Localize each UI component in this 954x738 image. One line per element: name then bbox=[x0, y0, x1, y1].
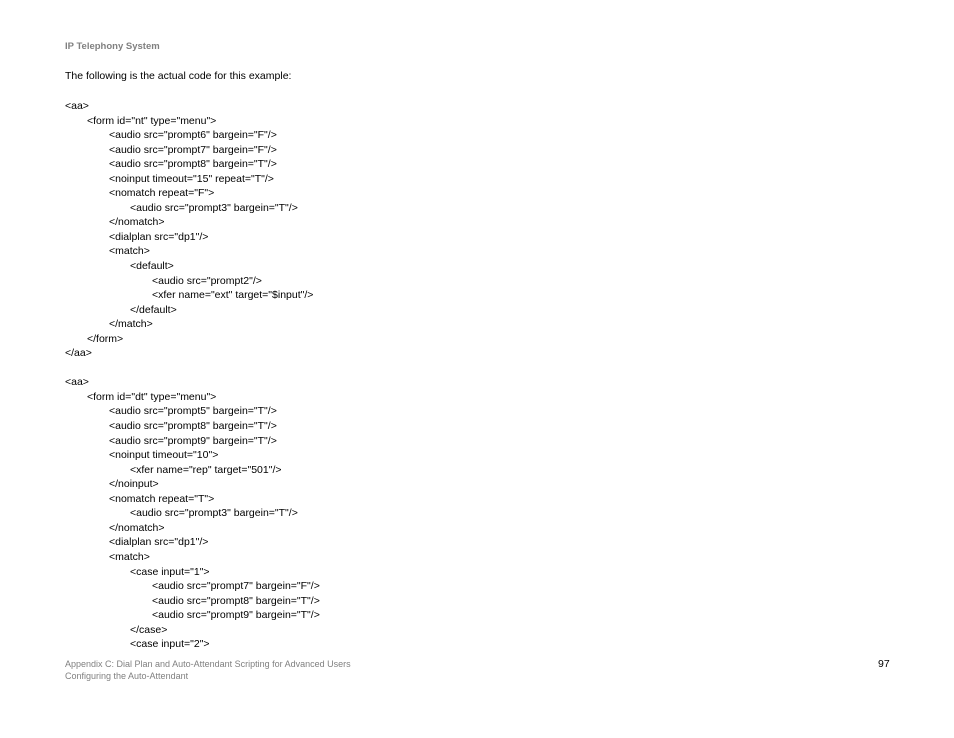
code-line: <audio src="prompt5" bargein="T"/> bbox=[109, 405, 277, 418]
code-line: </noinput> bbox=[109, 478, 159, 491]
code-line: </aa> bbox=[65, 347, 92, 360]
code-line: <match> bbox=[109, 550, 150, 563]
code-line bbox=[65, 361, 320, 376]
running-header: IP Telephony System bbox=[65, 41, 160, 52]
footer-section: Configuring the Auto-Attendant bbox=[65, 671, 189, 681]
code-line: <audio src="prompt9" bargein="T"/> bbox=[109, 434, 277, 447]
code-line: <audio src="prompt8" bargein="T"/> bbox=[109, 158, 277, 171]
code-line: <default> bbox=[130, 260, 174, 273]
code-line: <audio src="prompt7" bargein="F"/> bbox=[109, 143, 277, 156]
code-line: <noinput timeout="15" repeat="T"/> bbox=[109, 172, 274, 185]
code-line: <xfer name="ext" target="$input"/> bbox=[152, 289, 314, 302]
code-line: <dialplan src="dp1"/> bbox=[109, 536, 209, 549]
page-number: 97 bbox=[878, 658, 890, 670]
code-line: <audio src="prompt8" bargein="T"/> bbox=[109, 420, 277, 433]
code-line: </nomatch> bbox=[109, 521, 165, 534]
code-line: <nomatch repeat="T"> bbox=[109, 492, 215, 505]
code-line: </default> bbox=[130, 303, 177, 316]
code-line: <case input="2"> bbox=[130, 638, 210, 651]
code-line: </form> bbox=[87, 332, 124, 345]
code-line: <audio src="prompt2"/> bbox=[152, 274, 262, 287]
code-line: </nomatch> bbox=[109, 216, 165, 229]
code-line: <form id="nt" type="menu"> bbox=[87, 114, 217, 127]
code-line: <aa> bbox=[65, 376, 89, 389]
code-line: <match> bbox=[109, 245, 150, 258]
code-line: <audio src="prompt8" bargein="T"/> bbox=[152, 594, 320, 607]
code-line: <audio src="prompt7" bargein="F"/> bbox=[152, 580, 320, 593]
footer bbox=[65, 658, 351, 682]
code-line: <audio src="prompt6" bargein="F"/> bbox=[109, 129, 277, 142]
code-line: </case> bbox=[130, 623, 168, 636]
code-line: <case input="1"> bbox=[130, 565, 210, 578]
intro-text: The following is the actual code for this example: bbox=[65, 70, 292, 82]
code-listing bbox=[65, 99, 320, 652]
code-line: <aa> bbox=[65, 100, 89, 112]
code-line: </match> bbox=[109, 318, 153, 331]
code-line: <xfer name="rep" target="501"/> bbox=[130, 463, 282, 476]
code-line: <audio src="prompt9" bargein="T"/> bbox=[152, 609, 320, 622]
code-line: <audio src="prompt3" bargein="T"/> bbox=[130, 201, 298, 214]
code-line: <form id="dt" type="menu"> bbox=[87, 390, 217, 403]
code-line: <nomatch repeat="F"> bbox=[109, 187, 215, 200]
footer-chapter: Appendix C: Dial Plan and Auto-Attendant Scripting for Advanced Users bbox=[65, 659, 351, 669]
code-line: <dialplan src="dp1"/> bbox=[109, 230, 209, 243]
code-line: <audio src="prompt3" bargein="T"/> bbox=[130, 507, 298, 520]
code-line: <noinput timeout="10"> bbox=[109, 449, 219, 462]
